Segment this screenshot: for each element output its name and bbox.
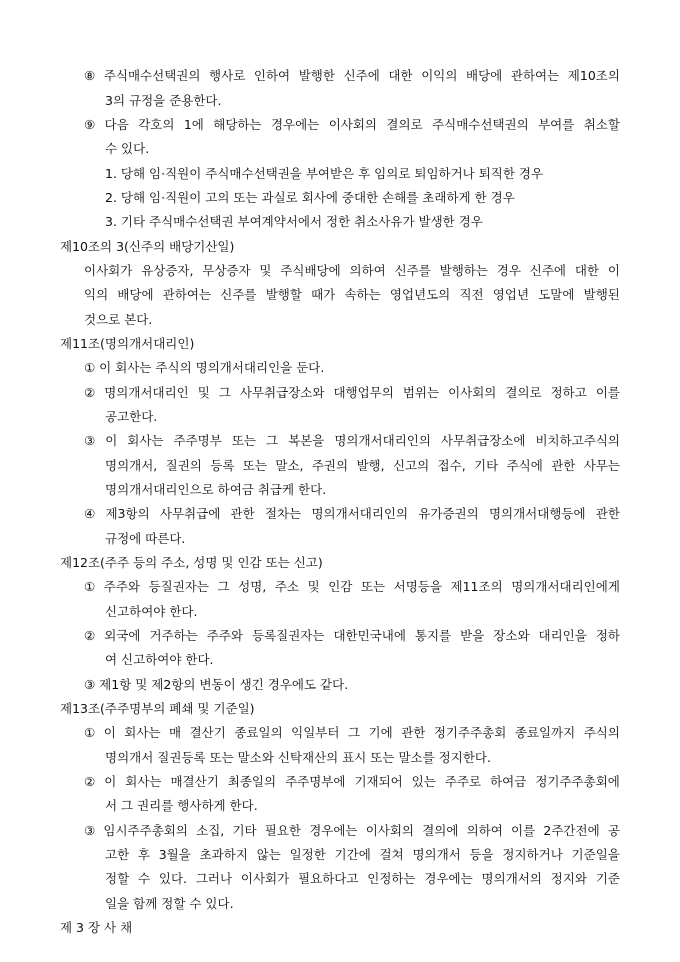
text-line: 명의개서, 질권의 등록 또는 말소, 주권의 발행, 신고의 접수, 기타 주식에 관한 사무는 <box>105 458 620 473</box>
text-line: 이사회가 유상증자, 무상증자 및 주식배당에 의하여 신주를 발행하는 경우 신주에 대한 이 <box>84 263 620 278</box>
text-line: 고한 후 3월을 초과하지 않는 일정한 기간에 걸쳐 명의개서 등을 정지하거나 기준일을 <box>105 847 620 862</box>
text-line: ① 이 회사는 주식의 명의개서대리인을 둔다. <box>84 360 325 375</box>
text-line: 명의개서대리인으로 하여금 취급케 한다. <box>105 482 327 497</box>
text-line: 제11조(명의개서대리인) <box>60 336 195 351</box>
text-line: ② 명의개서대리인 및 그 사무취급장소와 대행업무의 범위는 이사회의 결의로 정하고 이를 <box>84 385 620 400</box>
text-line: 3의 규정을 준용한다. <box>105 93 222 108</box>
text-line: 것으로 본다. <box>84 312 153 327</box>
text-line: 제10조의 3(신주의 배당기산일) <box>60 239 235 254</box>
text-line: ③ 임시주주총회의 소집, 기타 필요한 경우에는 이사회의 결의에 의하여 이를 2주간전에 공 <box>84 823 620 838</box>
text-line: ① 이 회사는 매 결산기 종료일의 익일부터 그 기에 관한 정기주주총회 종료일까지 주식의 <box>84 725 620 740</box>
text-line: 여 신고하여야 한다. <box>105 652 214 667</box>
text-line: 서 그 권리를 행사하게 한다. <box>105 798 258 813</box>
text-line: 수 있다. <box>105 141 150 156</box>
text-line: 명의개서 질권등록 또는 말소와 신탁재산의 표시 또는 말소를 정지한다. <box>105 750 491 765</box>
text-line: ② 외국에 거주하는 주주와 등록질권자는 대한민국내에 통지를 받을 장소와 대리인을 정하 <box>84 628 620 643</box>
text-line: 규정에 따른다. <box>105 531 186 546</box>
text-line: 정할 수 있다. 그러나 이사회가 필요하다고 인정하는 경우에는 명의개서의 정지와 기준 <box>105 871 620 886</box>
text-line: 공고한다. <box>105 409 158 424</box>
text-line: 2. 당해 임·직원이 고의 또는 과실로 회사에 중대한 손해를 초래하게 한 경우 <box>105 190 515 205</box>
text-line: 1. 당해 임·직원이 주식매수선택권을 부여받은 후 임의로 퇴임하거나 퇴직한 경우 <box>105 166 544 181</box>
text-line: ② 이 회사는 매결산기 최종일의 주주명부에 기재되어 있는 주주로 하여금 정기주주총회에 <box>84 774 620 789</box>
text-line: ① 주주와 등질권자는 그 성명, 주소 및 인감 또는 서명등을 제11조의 명의개서대리인에게 <box>84 579 620 594</box>
text-line: ③ 이 회사는 주주명부 또는 그 복본을 명의개서대리인의 사무취급장소에 비치하고주식의 <box>84 433 620 448</box>
text-line: ④ 제3항의 사무취급에 관한 절차는 명의개서대리인의 유가증권의 명의개서대행등에 관한 <box>84 506 620 521</box>
text-line: 3. 기타 주식매수선택권 부여계약서에서 정한 취소사유가 발생한 경우 <box>105 214 483 229</box>
text-line: ③ 제1항 및 제2항의 변동이 생긴 경우에도 같다. <box>84 677 349 692</box>
text-line: 신고하여야 한다. <box>105 604 198 619</box>
text-line: 제13조(주주명부의 폐쇄 및 기준일) <box>60 701 255 716</box>
text-line: 익의 배당에 관하여는 신주를 발행할 때가 속하는 영업년도의 직전 영업년 도말에 발행된 <box>84 287 620 302</box>
text-line: 제 3 장 사 채 <box>60 920 133 935</box>
text-line: ⑨ 다음 각호의 1에 해당하는 경우에는 이사회의 결의로 주식매수선택권의 부여를 취소할 <box>84 117 620 132</box>
text-line: ⑧ 주식매수선택권의 행사로 인하여 발행한 신주에 대한 이익의 배당에 관하여는 제10조의 <box>84 68 620 83</box>
text-line: 일을 함께 정할 수 있다. <box>105 896 234 911</box>
text-line: 제12조(주주 등의 주소, 성명 및 인감 또는 신고) <box>60 555 323 570</box>
